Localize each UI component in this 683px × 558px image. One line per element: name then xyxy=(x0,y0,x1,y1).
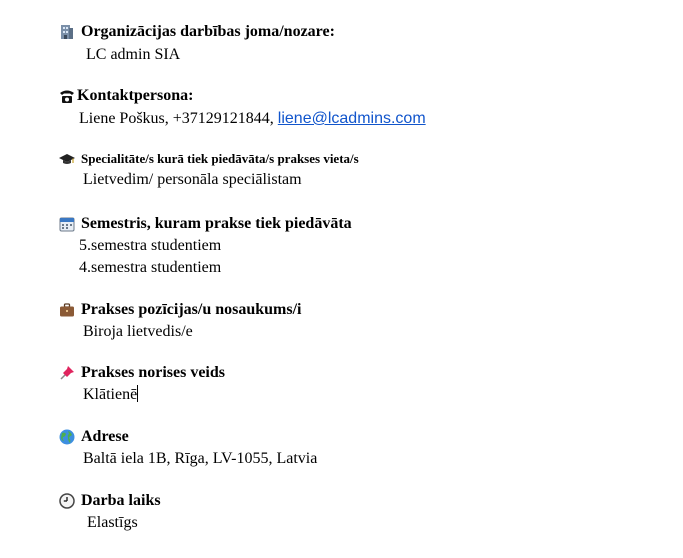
section-format xyxy=(59,363,225,406)
section-semester xyxy=(59,214,352,279)
working-hours-value: Elastīgs xyxy=(87,514,138,531)
contact-text: Liene Poškus, +37129121844, xyxy=(79,110,278,127)
text-cursor xyxy=(137,385,138,402)
format-value[interactable] xyxy=(83,384,225,406)
format-text: Klātienē xyxy=(83,386,138,403)
specialty-value: Lietvedim/ personāla speciālistam xyxy=(83,171,302,188)
working-hours-heading: Darba laiks xyxy=(81,492,161,509)
organization-value: LC admin SIA xyxy=(86,46,181,63)
calendar-icon xyxy=(59,216,75,232)
section-contact xyxy=(59,86,426,130)
briefcase-icon xyxy=(59,302,75,318)
semester-value-1: 5.semestra studentiem xyxy=(79,237,222,254)
pushpin-icon xyxy=(59,365,75,381)
graduation-cap-icon xyxy=(59,151,75,167)
section-address xyxy=(59,427,317,470)
section-working-hours xyxy=(59,491,161,534)
contact-heading: Kontaktpersona: xyxy=(77,87,194,104)
contact-value xyxy=(79,108,426,130)
address-heading: Adrese xyxy=(81,428,129,445)
section-organization xyxy=(59,22,335,66)
globe-icon xyxy=(59,429,75,445)
position-value: Biroja lietvedis/e xyxy=(83,323,193,340)
organization-heading: Organizācijas darbības joma/nozare: xyxy=(81,23,335,40)
format-heading: Prakses norises veids xyxy=(81,364,225,381)
position-heading: Prakses pozīcijas/u nosaukums/i xyxy=(81,301,302,318)
specialty-heading: Specialitāte/s kurā tiek piedāvāta/s prakses vieta/s xyxy=(81,151,359,166)
semester-heading: Semestris, kuram prakse tiek piedāvāta xyxy=(81,215,352,232)
section-specialty xyxy=(59,149,359,191)
address-value: Baltā iela 1B, Rīga, LV-1055, Latvia xyxy=(83,450,318,467)
section-position xyxy=(59,300,301,343)
semester-value-2: 4.semestra studentiem xyxy=(79,259,222,276)
clock-icon xyxy=(59,493,75,509)
telephone-icon xyxy=(59,88,73,104)
office-building-icon xyxy=(59,24,75,40)
contact-email-link[interactable]: liene@lcadmins.com xyxy=(277,110,426,127)
